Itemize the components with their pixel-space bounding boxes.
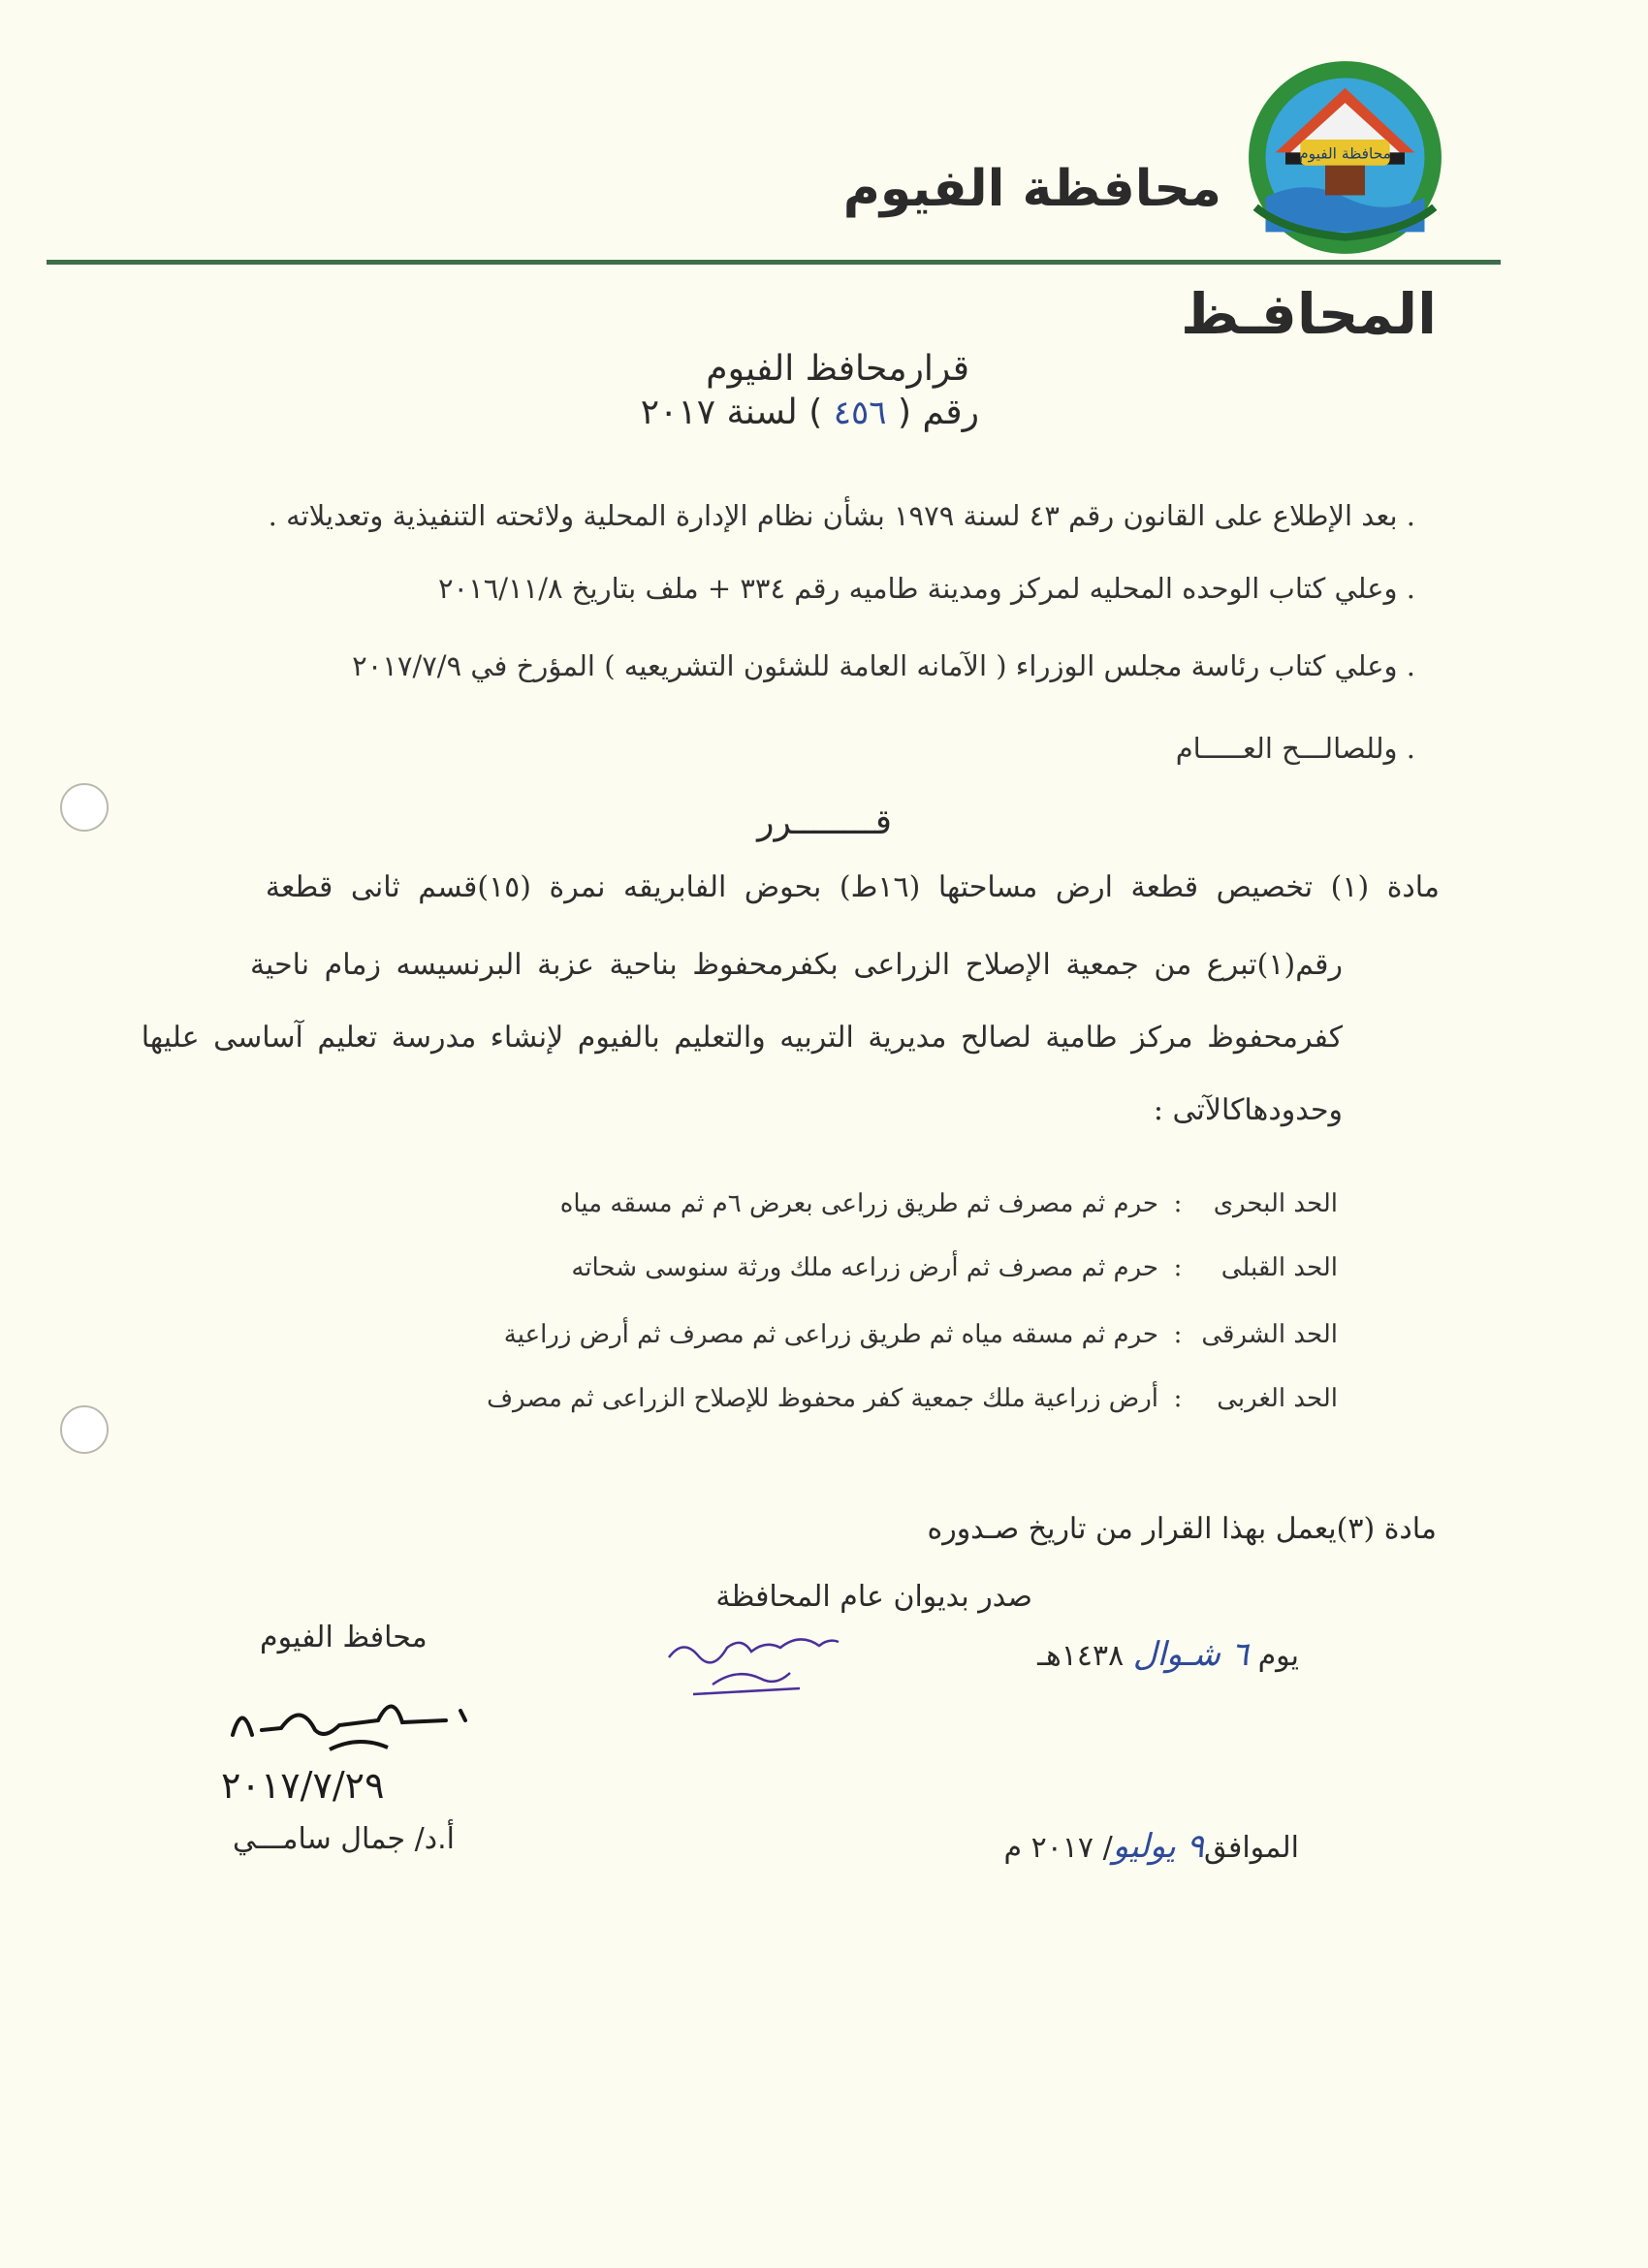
- punch-hole: [60, 783, 109, 832]
- preamble-line: . وللصالـــح العـــــام: [1175, 732, 1415, 765]
- border-colon: :: [1173, 1253, 1183, 1282]
- decided-heading: قــــــــرر: [757, 803, 892, 842]
- hijri-date-line: [1037, 1635, 1299, 1674]
- border-label: الحد البحرى: [1213, 1189, 1338, 1218]
- gregorian-date-handwritten: ٩ يوليو: [1112, 1827, 1204, 1866]
- signature-date-handwritten: ٢٠١٧/٧/٢٩: [221, 1764, 385, 1807]
- header-divider: [47, 260, 1501, 265]
- governorate-logo: [1246, 58, 1444, 257]
- border-colon: :: [1173, 1320, 1183, 1349]
- article-1-line: مادة (١) تخصيص قطعة ارض مساحتها (١٦ط) بحوض الفابريقه نمرة (١٥)قسم ثانى قطعة: [265, 870, 1440, 904]
- border-row: [560, 1189, 1338, 1218]
- decree-number-prefix: رقم (: [897, 393, 979, 432]
- border-colon: :: [1173, 1189, 1183, 1218]
- corresponding-label: الموافق: [1203, 1831, 1299, 1865]
- border-row: [504, 1320, 1338, 1349]
- preamble-line: . وعلي كتاب الوحده المحليه لمركز ومدينة طاميه رقم ٣٣٤ + ملف بتاريخ ٢٠١٦/١١/٨: [437, 572, 1415, 605]
- article-1-line: وحدودهاكالآتى :: [1153, 1093, 1343, 1127]
- decree-number-line: [641, 393, 979, 432]
- governorate-title: محافظة الفيوم: [842, 160, 1221, 218]
- punch-hole: [60, 1405, 109, 1454]
- gregorian-date-line: [1003, 1827, 1299, 1866]
- border-label: الحد الشرقى: [1201, 1320, 1338, 1349]
- article-3: مادة (٣)يعمل بهذا القرار من تاريخ صـدوره: [927, 1512, 1437, 1546]
- governor-title: محافظ الفيوم: [260, 1621, 428, 1654]
- border-label: الحد الغربى: [1217, 1384, 1338, 1413]
- border-colon: :: [1173, 1384, 1183, 1413]
- border-row: [487, 1384, 1338, 1413]
- logo-text: محافظة الفيوم: [1299, 144, 1391, 163]
- border-label: الحد القبلى: [1220, 1253, 1338, 1282]
- hijri-year: ١٤٣٨هـ: [1037, 1639, 1125, 1673]
- office-heading: المحافـظ: [1180, 281, 1437, 347]
- article-1-line: كفرمحفوظ مركز طامية لصالح مديرية التربيه والتعليم بالفيوم لإنشاء مدرسة تعليم آساسى عليها: [141, 1021, 1343, 1055]
- decree-title: قرارمحافظ الفيوم: [706, 349, 969, 389]
- approval-initials-signature: [654, 1619, 848, 1706]
- border-value: أرض زراعية ملك جمعية كفر محفوظ للإصلاح الزراعى ثم مصرف: [487, 1384, 1158, 1413]
- border-value: حرم ثم مسقه مياه ثم طريق زراعى ثم مصرف ثم أرض زراعية: [503, 1320, 1158, 1349]
- gregorian-year: / ٢٠١٧ م: [1003, 1831, 1113, 1865]
- preamble-line: . بعد الإطلاع على القانون رقم ٤٣ لسنة ١٩٧٩ بشأن نظام الإدارة المحلية ولائحته التنفيذية وتعديلاته .: [268, 499, 1415, 532]
- border-value: حرم ثم مصرف ثم أرض زراعه ملك ورثة سنوسى شحاته: [571, 1253, 1158, 1282]
- governor-signature: [223, 1682, 475, 1769]
- decree-number-suffix: ) لسنة ٢٠١٧: [640, 393, 823, 432]
- day-label: يوم: [1257, 1639, 1299, 1673]
- border-row: [571, 1253, 1338, 1282]
- preamble-line: . وعلي كتاب رئاسة مجلس الوزراء ( الآمانه العامة للشئون التشريعيه ) المؤرخ في ٢٠١٧/٧/٩: [352, 649, 1415, 682]
- border-value: حرم ثم مصرف ثم طريق زراعى بعرض ٦م ثم مسقه مياه: [559, 1189, 1158, 1218]
- governor-name: أ.د/ جمال سامـــي: [233, 1822, 455, 1856]
- article-1-line: رقم(١)تبرع من جمعية الإصلاح الزراعى بكفرمحفوظ بناحية عزبة البرنسيسه زمام ناحية: [249, 948, 1343, 982]
- hijri-date-handwritten: ٦ شـوال: [1132, 1635, 1250, 1674]
- decree-number-handwritten: ٤٥٦: [833, 394, 887, 432]
- issued-at: صدر بديوان عام المحافظة: [715, 1580, 1032, 1614]
